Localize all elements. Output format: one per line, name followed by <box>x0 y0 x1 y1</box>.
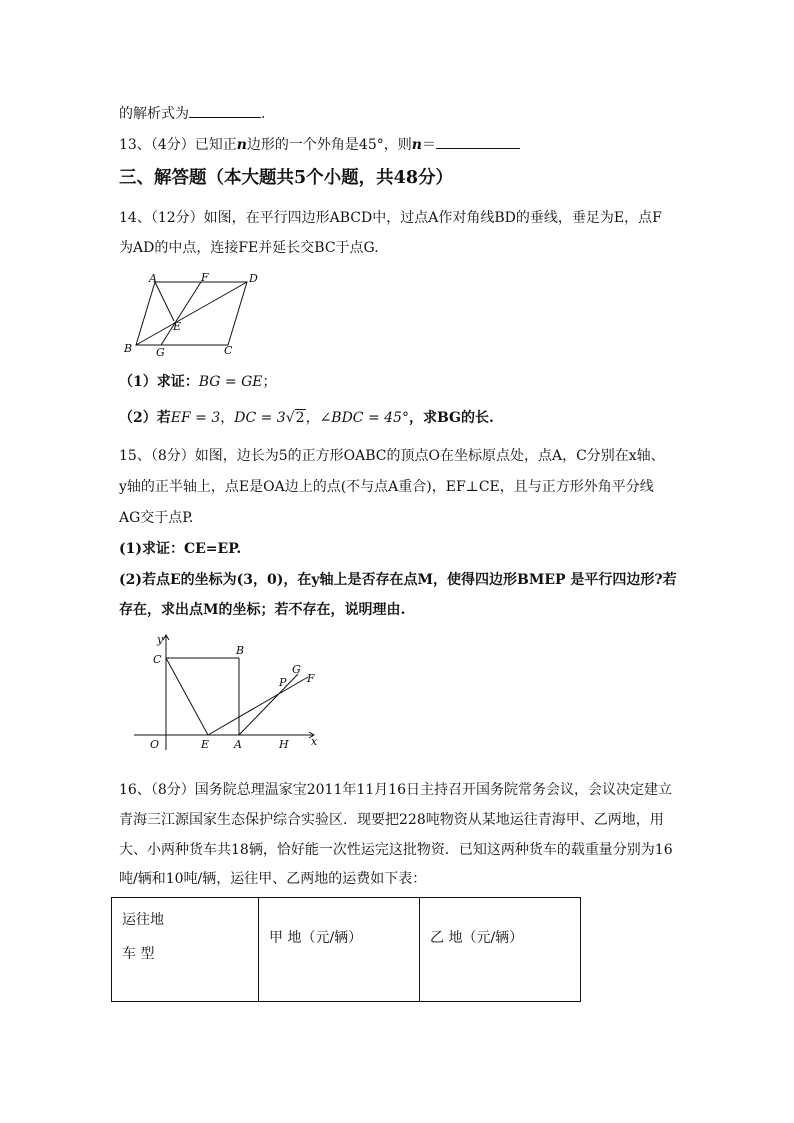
q14-part1-prefix: （1）求证： <box>119 374 199 390</box>
q15-part-2-line-1: (2)若点E的坐标为(3，0)，在y轴上是否存在点M，使得四边形BMEP 是平行四边形?若 <box>119 572 677 588</box>
q15-line-1: 15、（8分）如图，边长为5的正方形OABC的顶点O在坐标原点处，点A，C分别在x轴、 <box>119 448 665 464</box>
q12-tail-line <box>119 103 265 124</box>
q16-line-3: 大、小两种货车共18辆，恰好能一次性运完这批物资．已知这两种货车的载重量分别为16 <box>119 842 673 858</box>
label-b: B <box>124 342 133 355</box>
q12-tail-text: 的解析式为 <box>119 106 189 122</box>
label-e: E <box>201 738 210 751</box>
corner-vehicle-type-label: 车 型 <box>122 946 155 962</box>
q13-prefix: 13、（4分）已知正 <box>119 137 237 153</box>
q14-part1-suffix: ； <box>262 374 277 390</box>
q12-answer-blank <box>189 103 261 118</box>
q13-eq: ＝ <box>421 137 436 153</box>
label-g: G <box>156 346 165 359</box>
q13-mid: 边形的一个外角是45°，则 <box>246 137 412 153</box>
label-g: G <box>292 663 301 676</box>
q15-part-2-line-2: 存在，求出点M的坐标；若不存在，说明理由. <box>119 602 406 618</box>
q14-part2-angle: ∠BDC = 45° <box>319 410 409 426</box>
label-d: D <box>249 272 258 285</box>
label-x: x <box>311 735 318 748</box>
q14-part2-sep1: ， <box>220 410 235 426</box>
label-f: F <box>201 271 209 284</box>
label-p: P <box>279 676 287 689</box>
freight-cost-table <box>111 897 581 1002</box>
label-c: C <box>224 344 233 357</box>
table-header-yi <box>420 898 581 1002</box>
label-f: F <box>307 672 315 685</box>
q14-parallelogram-figure <box>118 270 268 362</box>
q14-part2-sep2: ， <box>305 410 320 426</box>
q14-part-2 <box>119 408 494 428</box>
label-h: H <box>279 738 289 751</box>
q14-part1-math: BG = GE <box>198 374 263 390</box>
header-jia-label: 甲 地（元/辆） <box>269 930 363 946</box>
corner-destination-label: 运往地 <box>122 912 164 928</box>
q15-line-3: AG交于点P. <box>119 510 194 526</box>
q13-n2: n <box>411 137 422 153</box>
label-y: y <box>157 633 164 646</box>
table-row <box>112 898 581 1002</box>
table-header-jia <box>259 898 420 1002</box>
label-a: A <box>234 738 242 751</box>
q12-tail-end: . <box>261 106 266 122</box>
q14-line-2: 为AD的中点，连接FE并延长交BC于点G. <box>119 240 379 256</box>
table-corner-cell <box>112 898 259 1002</box>
q14-part2-dc-root: 2 <box>295 410 305 426</box>
label-o: O <box>150 738 160 751</box>
q13-n: n <box>236 137 247 153</box>
label-a: A <box>149 272 157 285</box>
ray-ef <box>208 677 308 735</box>
q16-line-1: 16、（8分）国务院总理温家宝2011年11月16日主持召开国务院常务会议，会议决定建立 <box>119 782 672 798</box>
segment-ae <box>155 282 174 321</box>
q16-line-4: 吨/辆和10吨/辆，运往甲、乙两地的运费如下表： <box>119 871 427 887</box>
segment-fg <box>161 282 201 345</box>
q14-part2-sqrt-sign: √ <box>285 410 295 426</box>
q14-part-1 <box>119 372 277 392</box>
q15-coordinate-figure <box>128 632 328 752</box>
q14-part2-ef: EF = 3 <box>170 410 221 426</box>
header-yi-label: 乙 地（元/辆） <box>430 930 524 946</box>
label-e: E <box>173 320 182 333</box>
section-3-heading: 三、解答题（本大题共5个小题，共48分） <box>119 168 454 188</box>
q15-line-2: y轴的正半轴上，点E是OA边上的点(不与点A重合)，EF⊥CE，且与正方形外角平分线 <box>119 479 654 495</box>
label-c: C <box>153 653 162 666</box>
q13-line <box>119 134 520 155</box>
q14-line-1: 14、（12分）如图，在平行四边形ABCD中，过点A作对角线BD的垂线，垂足为E，点F <box>119 210 662 226</box>
label-b: B <box>236 644 245 657</box>
q14-part2-suffix: ，求BG的长. <box>408 410 494 426</box>
q14-part2-dc: DC = 3 <box>234 410 286 426</box>
q15-part-1: (1)求证：CE=EP. <box>119 541 242 557</box>
segment-ce <box>166 658 208 735</box>
q14-part2-prefix: （2）若 <box>119 410 171 426</box>
q13-answer-blank <box>436 134 520 149</box>
ray-ag <box>239 674 298 735</box>
q16-line-2: 青海三江源国家生态保护综合实验区．现要把228吨物资从某地运往青海甲、乙两地，用 <box>119 812 664 828</box>
